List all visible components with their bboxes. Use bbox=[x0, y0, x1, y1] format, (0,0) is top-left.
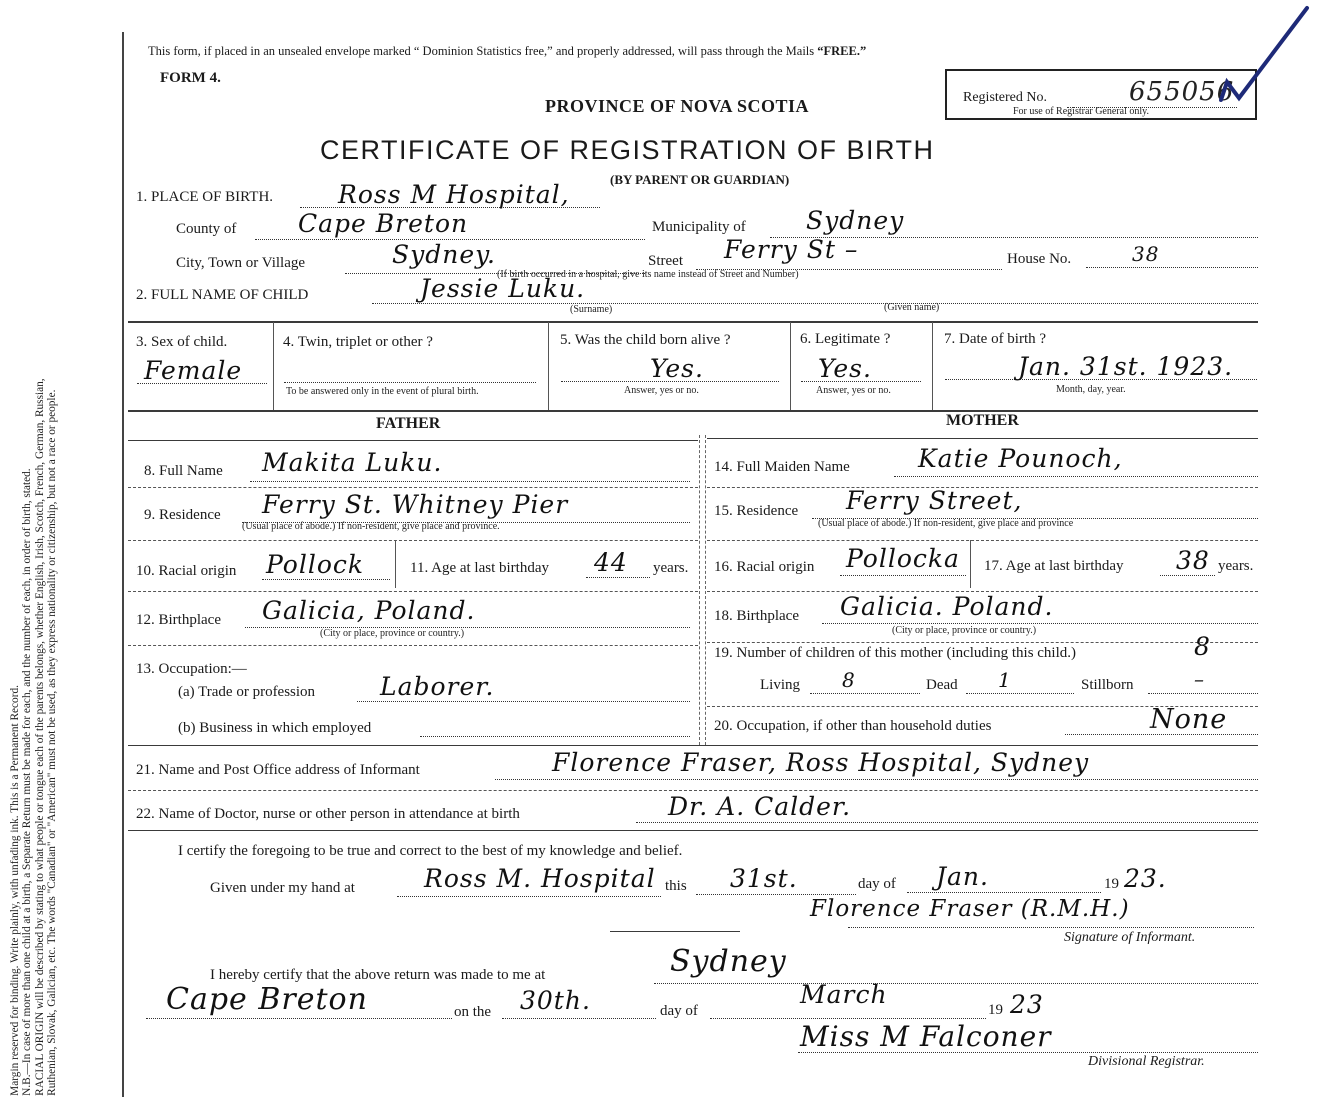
informant-signature: Florence Fraser (R.M.H.) bbox=[810, 896, 1130, 922]
father-age-line bbox=[586, 577, 650, 578]
registrar-signature-caption: Divisional Registrar. bbox=[1088, 1054, 1205, 1069]
registrar-month-line bbox=[710, 1018, 986, 1019]
registered-number: 655056 bbox=[1129, 77, 1235, 107]
street-label: Street bbox=[648, 253, 683, 269]
legitimate-value: Yes. bbox=[818, 354, 872, 383]
twin-note: To be answered only in the event of plural birth. bbox=[286, 386, 479, 397]
mail-note bbox=[148, 44, 866, 59]
row3-divider-2 bbox=[548, 322, 549, 410]
province-title: PROVINCE OF NOVA SCOTIA bbox=[545, 96, 810, 116]
city-label: City, Town or Village bbox=[176, 255, 306, 271]
house-value: 38 bbox=[1132, 242, 1160, 266]
twin-label: 4. Twin, triplet or other ? bbox=[283, 334, 433, 350]
margin-line-2: N.B.—In case of more than one child at a birth, a Separate Return must be made for each, and the number of each, in order of birth, stated. bbox=[21, 468, 34, 1096]
rule-before-informant bbox=[128, 745, 1258, 746]
mother-residence-label: 15. Residence bbox=[714, 503, 799, 519]
dob-caption: Month, day, year. bbox=[1056, 384, 1126, 395]
doctor-line bbox=[636, 822, 1258, 823]
father-age-label: 11. Age at last birthday bbox=[410, 560, 549, 576]
mother-race-line bbox=[840, 575, 966, 576]
county-value: Cape Breton bbox=[298, 209, 469, 238]
certify-statement: I certify the foregoing to be true and correct to the best of my knowledge and belief. bbox=[178, 843, 683, 859]
father-business-line bbox=[420, 736, 690, 737]
child-name-label: 2. FULL NAME OF CHILD bbox=[136, 287, 309, 303]
margin-line-4: Ruthenian, Slovak, Galician, etc. The words "Canadian" or "American" must not be used, as they express nationality or citizenship, but not a race or people. bbox=[46, 389, 59, 1096]
mother-dead-line bbox=[966, 693, 1074, 694]
father-residence-value: Ferry St. Whitney Pier bbox=[262, 490, 569, 519]
twin-line bbox=[284, 382, 536, 383]
mother-name-line bbox=[894, 476, 1258, 477]
given-month-value: Jan. bbox=[936, 862, 989, 891]
legitimate-label: 6. Legitimate ? bbox=[800, 331, 891, 347]
father-birthplace-line bbox=[245, 627, 690, 628]
informant-label: 21. Name and Post Office address of Informant bbox=[136, 762, 420, 778]
given-place-value: Ross M. Hospital bbox=[424, 864, 656, 893]
mother-residence-caption: (Usual place of abode.) If non-resident, give place and province bbox=[818, 518, 1074, 529]
mother-row-rule-4 bbox=[707, 642, 1258, 643]
sex-label: 3. Sex of child. bbox=[136, 334, 228, 350]
mother-stillborn-line bbox=[1148, 693, 1258, 694]
doctor-value: Dr. A. Calder. bbox=[668, 792, 852, 821]
place-of-birth-value: Ross M Hospital, bbox=[338, 180, 570, 209]
father-name-line bbox=[250, 481, 690, 482]
rule-before-certify bbox=[128, 830, 1258, 831]
rule-before-doctor bbox=[128, 790, 1258, 791]
mother-birthplace-label: 18. Birthplace bbox=[714, 608, 799, 624]
registrar-day-value: 30th. bbox=[520, 986, 591, 1015]
county-label: County of bbox=[176, 221, 237, 237]
father-occupation-label: 13. Occupation:— bbox=[136, 661, 247, 677]
father-age-value: 44 bbox=[594, 548, 628, 577]
mother-name-label: 14. Full Maiden Name bbox=[714, 459, 850, 475]
house-label: House No. bbox=[1007, 251, 1072, 267]
father-name-label: 8. Full Name bbox=[144, 463, 223, 479]
mother-race-label: 16. Racial origin bbox=[714, 559, 815, 575]
mother-age-label: 17. Age at last birthday bbox=[984, 558, 1124, 574]
mother-occupation-label: 20. Occupation, if other than household duties bbox=[714, 718, 992, 734]
margin-instructions bbox=[9, 96, 59, 1096]
father-age-unit: years. bbox=[653, 560, 689, 576]
father-row-rule-1 bbox=[128, 487, 698, 488]
form-number: FORM 4. bbox=[160, 70, 221, 86]
mother-age-value: 38 bbox=[1176, 546, 1210, 575]
father-row-rule-3 bbox=[128, 591, 698, 592]
margin-line-3: RACIAL ORIGIN will be described by stating to what people or tongue each of the parents belongs, whether English, Irish, Scotch, French, German, Russian, bbox=[34, 378, 46, 1096]
parents-center-divider-1 bbox=[699, 435, 700, 745]
mail-note-text: This form, if placed in an unsealed envelope marked “ Dominion Statistics free,” and properly addressed, will pass through the Mails bbox=[148, 44, 818, 58]
certificate-subtitle: (BY PARENT OR GUARDIAN) bbox=[610, 172, 790, 187]
informant-value: Florence Fraser, Ross Hospital, Sydney bbox=[552, 748, 1090, 777]
mother-living-line bbox=[810, 693, 920, 694]
mother-name-value: Katie Pounoch, bbox=[918, 444, 1123, 473]
mother-heading: MOTHER bbox=[946, 412, 1019, 429]
registrar-county-value: Cape Breton bbox=[166, 982, 368, 1017]
mother-stillborn-label: Stillborn bbox=[1081, 677, 1134, 693]
alive-caption: Answer, yes or no. bbox=[624, 385, 699, 396]
mother-age-unit: years. bbox=[1218, 558, 1254, 574]
mother-race-age-divider bbox=[970, 540, 971, 588]
mother-row-rule-2 bbox=[707, 540, 1258, 541]
mother-birthplace-caption: (City or place, province or country.) bbox=[892, 625, 1037, 636]
mother-occupation-value: None bbox=[1150, 704, 1228, 735]
registrar-month-value: March bbox=[800, 980, 888, 1009]
mother-heading-rule bbox=[707, 438, 1258, 439]
given-day-of-label: day of bbox=[858, 876, 896, 892]
child-name-line bbox=[372, 303, 1258, 304]
father-trade-value: Laborer. bbox=[380, 672, 495, 701]
registrar-year-prefix: 19 bbox=[988, 1002, 1003, 1018]
alive-value: Yes. bbox=[650, 354, 704, 383]
father-race-label: 10. Racial origin bbox=[136, 563, 237, 579]
mother-age-line bbox=[1160, 575, 1215, 576]
registrar-county-line bbox=[146, 1018, 452, 1019]
given-name-caption: (Given name) bbox=[884, 302, 940, 313]
child-name-value: Jessie Luku. bbox=[420, 274, 586, 303]
alive-label: 5. Was the child born alive ? bbox=[560, 332, 731, 348]
father-birthplace-value: Galicia, Poland. bbox=[262, 596, 476, 625]
given-year-value: 23. bbox=[1124, 864, 1167, 893]
given-day-line bbox=[696, 894, 856, 895]
mother-dead-label: Dead bbox=[926, 677, 958, 693]
street-value: Ferry St – bbox=[724, 235, 859, 264]
registrar-use-note: For use of Registrar General only. bbox=[1013, 106, 1149, 117]
doctor-label: 22. Name of Doctor, nurse or other person in attendance at birth bbox=[136, 806, 520, 822]
surname-caption: (Surname) bbox=[570, 304, 613, 315]
father-business-label: (b) Business in which employed bbox=[178, 720, 372, 736]
father-heading: FATHER bbox=[376, 415, 441, 432]
given-month-line bbox=[907, 892, 1101, 893]
margin-line-1: Margin reserved for binding. Write plainly, with unfading ink. This is a Permanent Record. bbox=[9, 685, 22, 1096]
father-trade-line bbox=[357, 701, 690, 702]
given-label: Given under my hand at bbox=[210, 880, 355, 896]
mother-living-label: Living bbox=[760, 677, 800, 693]
informant-signature-caption: Signature of Informant. bbox=[1064, 930, 1196, 945]
mother-race-value: Pollocka bbox=[846, 544, 960, 573]
father-name-value: Makita Luku. bbox=[262, 448, 443, 477]
place-of-birth-label: 1. PLACE OF BIRTH. bbox=[136, 189, 274, 205]
certificate-title: CERTIFICATE OF REGISTRATION OF BIRTH bbox=[320, 135, 935, 165]
given-day-value: 31st. bbox=[730, 864, 798, 893]
registrar-statement: I hereby certify that the above return was made to me at bbox=[210, 967, 546, 983]
registrar-day-of-label: day of bbox=[660, 1003, 698, 1019]
mother-stillborn-value: – bbox=[1194, 667, 1205, 691]
mother-residence-value: Ferry Street, bbox=[846, 486, 1023, 515]
rule-before-parents bbox=[128, 410, 1258, 412]
father-birthplace-caption: (City or place, province or country.) bbox=[320, 628, 465, 639]
mother-children-value: 8 bbox=[1194, 632, 1211, 661]
row3-divider-1 bbox=[273, 322, 274, 410]
municipality-label: Municipality of bbox=[652, 219, 746, 235]
mother-children-label: 19. Number of children of this mother (including this child.) bbox=[714, 645, 1077, 661]
rule-before-row3 bbox=[128, 321, 1258, 323]
row3-divider-4 bbox=[932, 322, 933, 410]
given-place-line bbox=[397, 896, 661, 897]
father-heading-rule bbox=[128, 440, 698, 441]
registrar-signature-line bbox=[798, 1052, 1258, 1053]
mother-living-value: 8 bbox=[842, 668, 856, 692]
registrar-signature: Miss M Falconer bbox=[800, 1020, 1052, 1053]
registrar-place-value: Sydney bbox=[670, 944, 787, 979]
father-birthplace-label: 12. Birthplace bbox=[136, 612, 221, 628]
father-row-rule-4 bbox=[128, 645, 698, 646]
registrar-day-line bbox=[502, 1018, 656, 1019]
father-race-age-divider bbox=[395, 540, 396, 588]
dob-value: Jan. 31st. 1923. bbox=[1018, 352, 1234, 381]
mother-birthplace-value: Galicia. Poland. bbox=[840, 592, 1054, 621]
sex-value: Female bbox=[144, 356, 243, 385]
registrar-place-line bbox=[654, 983, 1258, 984]
father-race-value: Pollock bbox=[266, 550, 365, 579]
father-trade-label: (a) Trade or profession bbox=[178, 684, 316, 700]
informant-line bbox=[495, 779, 1258, 780]
mail-note-free: “FREE.” bbox=[817, 44, 867, 58]
informant-signature-line bbox=[848, 927, 1254, 928]
registrar-year-value: 23 bbox=[1010, 990, 1044, 1019]
dob-label: 7. Date of birth ? bbox=[944, 331, 1047, 347]
registrar-on-the-label: on the bbox=[454, 1004, 492, 1020]
given-this-label: this bbox=[665, 878, 687, 894]
given-year-prefix: 19 bbox=[1104, 876, 1119, 892]
father-race-line bbox=[262, 579, 390, 580]
signature-short-rule bbox=[610, 931, 740, 932]
municipality-value: Sydney bbox=[806, 206, 905, 235]
mother-dead-value: 1 bbox=[998, 668, 1012, 692]
row3-divider-3 bbox=[790, 322, 791, 410]
city-value: Sydney. bbox=[392, 240, 496, 269]
legitimate-caption: Answer, yes or no. bbox=[816, 385, 891, 396]
house-line bbox=[1086, 267, 1258, 268]
registered-number-box bbox=[945, 69, 1257, 120]
father-row-rule-2 bbox=[128, 540, 698, 541]
binding-rule bbox=[122, 32, 124, 1097]
pen-check-mark bbox=[1215, 4, 1315, 106]
father-residence-label: 9. Residence bbox=[144, 507, 221, 523]
mother-birthplace-line bbox=[822, 623, 1258, 624]
father-residence-caption: (Usual place of abode.) If non-resident, give place and province. bbox=[242, 521, 500, 532]
hospital-note: (If birth occurred in a hospital, give its name instead of Street and Number) bbox=[497, 269, 799, 280]
parents-center-divider-2 bbox=[705, 435, 706, 745]
registered-label: Registered No. bbox=[963, 90, 1047, 105]
